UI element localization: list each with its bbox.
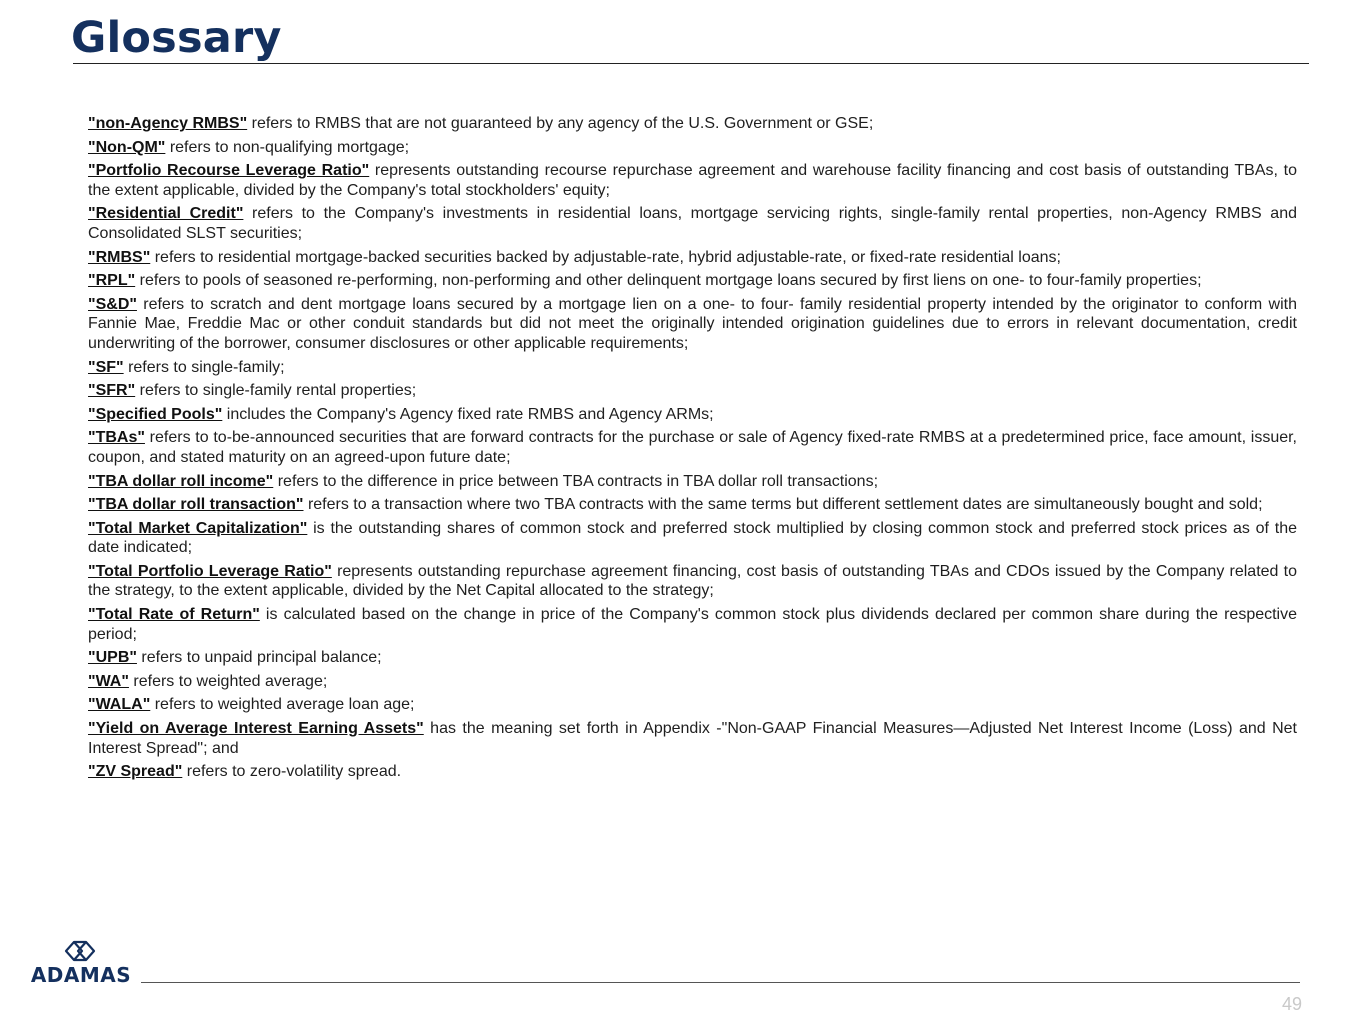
glossary-definition: refers to single-family; xyxy=(123,358,285,376)
glossary-definition: refers to zero-volatility spread. xyxy=(182,763,402,781)
glossary-term: "ZV Spread" xyxy=(88,763,183,781)
glossary-entry xyxy=(88,495,1297,515)
glossary-entry xyxy=(88,161,1297,200)
glossary-entry xyxy=(88,295,1297,354)
glossary-definition: refers to non-qualifying mortgage; xyxy=(165,138,410,156)
glossary-entry xyxy=(88,695,1297,715)
glossary-term: "TBA dollar roll income" xyxy=(88,472,274,490)
glossary-entry xyxy=(88,472,1297,492)
glossary-definition: refers to scratch and dent mortgage loans secured by a mortgage lien on a one- to four- family residential property intended by the originator to conform with Fannie Mae, Freddie Mac or other conduit standards but did not meet the originally intended origination guidelines due to errors in relevant documentation, credit underwriting of the borrower, consumer disclosures or other applicable requirements; xyxy=(88,295,1297,352)
glossary-term: "Portfolio Recourse Leverage Ratio" xyxy=(88,162,370,180)
glossary-term: "SFR" xyxy=(88,382,136,400)
glossary-entry xyxy=(88,114,1297,134)
glossary-term: "UPB" xyxy=(88,649,137,667)
glossary-term: "Total Portfolio Leverage Ratio" xyxy=(88,562,332,580)
glossary-entry xyxy=(88,381,1297,401)
title-divider xyxy=(73,63,1309,64)
company-logo xyxy=(27,938,135,990)
glossary-entry xyxy=(88,428,1297,467)
glossary-definition: refers to to-be-announced securities that are forward contracts for the purchase or sale of Agency fixed-rate RMBS at a predetermined price, face amount, issuer, coupon, and stated maturity on an agreed-upon future date; xyxy=(88,429,1297,466)
glossary-term: "Residential Credit" xyxy=(88,205,244,223)
footer-divider xyxy=(141,982,1300,983)
glossary-entry xyxy=(88,204,1297,243)
glossary-definition: has the meaning set forth in Appendix -"Non-GAAP Financial Measures—Adjusted Net Interest Income (Loss) and Net Interest Spread"; and xyxy=(88,720,1297,757)
glossary-entry xyxy=(88,648,1297,668)
glossary-term: "Total Rate of Return" xyxy=(88,606,260,624)
glossary-term: "Yield on Average Interest Earning Assets" xyxy=(88,720,424,738)
glossary-entry xyxy=(88,762,1297,782)
glossary-term: "Non-QM" xyxy=(88,138,166,156)
glossary-definition: refers to the Company's investments in residential loans, mortgage servicing rights, single-family rental properties, non-Agency RMBS and Consolidated SLST securities; xyxy=(88,205,1298,242)
glossary-entry xyxy=(88,271,1297,291)
glossary-entry xyxy=(88,358,1297,378)
glossary-term: "WALA" xyxy=(88,696,151,714)
glossary-entry xyxy=(88,605,1297,644)
glossary-definition: refers to RMBS that are not guaranteed by any agency of the U.S. Government or GSE; xyxy=(247,115,874,132)
glossary-definition: includes the Company's Agency fixed rate RMBS and Agency ARMs; xyxy=(222,405,714,423)
glossary-term: "TBA dollar roll transaction" xyxy=(88,496,304,514)
glossary-definition: refers to unpaid principal balance; xyxy=(136,649,382,667)
glossary-definition: is calculated based on the change in price of the Company's common stock plus dividends declared per common share during the respective period; xyxy=(88,606,1298,643)
glossary-definition: refers to a transaction where two TBA contracts with the same terms but different settlement dates are simultaneously bought and sold; xyxy=(303,496,1263,514)
glossary-entry xyxy=(88,405,1297,425)
glossary-term: "WA" xyxy=(88,672,129,690)
glossary-definition: is the outstanding shares of common stock and preferred stock multiplied by closing common stock and preferred stock prices as of the date indicated; xyxy=(88,519,1297,557)
glossary-term: "SF" xyxy=(88,358,124,376)
page-title: Glossary xyxy=(71,13,282,63)
glossary-term: "S&D" xyxy=(88,295,137,313)
page-number: 49 xyxy=(1281,994,1302,1014)
glossary-entry xyxy=(88,138,1297,158)
glossary-definition: refers to weighted average; xyxy=(128,672,328,690)
glossary-definition: represents outstanding recourse repurchase agreement and warehouse facility financing and cost basis of outstanding TBAs, to the extent applicable, divided by the Company's total stockholders' equity; xyxy=(88,162,1298,199)
glossary-term: "non-Agency RMBS" xyxy=(88,115,248,132)
glossary-entry xyxy=(88,719,1297,758)
glossary-definition: represents outstanding repurchase agreement financing, cost basis of outstanding TBAs and CDOs issued by the Company related to the strategy, to the extent applicable, divided by the Net Capital allocated to the strategy; xyxy=(88,562,1298,600)
glossary-entry xyxy=(88,248,1297,268)
glossary-definition: refers to weighted average loan age; xyxy=(150,696,415,714)
glossary-definition: refers to the difference in price between TBA contracts in TBA dollar roll transactions; xyxy=(273,472,879,490)
glossary-entry xyxy=(88,672,1297,692)
glossary-definition: refers to residential mortgage-backed securities backed by adjustable-rate, hybrid adjustable-rate, or fixed-rate residential loans; xyxy=(150,248,1061,266)
adamas-diamond-icon xyxy=(62,938,98,964)
glossary-term: "TBAs" xyxy=(88,429,145,447)
glossary-term: "Total Market Capitalization" xyxy=(88,519,308,537)
glossary-term: "RMBS" xyxy=(88,248,151,266)
glossary-entry xyxy=(88,562,1297,601)
glossary-entry xyxy=(88,519,1297,558)
glossary-list xyxy=(88,114,1297,786)
glossary-term: "Specified Pools" xyxy=(88,405,223,423)
glossary-definition: refers to single-family rental properties; xyxy=(135,382,417,400)
logo-wordmark: ADAMAS xyxy=(30,963,132,987)
glossary-definition: refers to pools of seasoned re-performing, non-performing and other delinquent mortgage loans secured by first liens on one- to four-family properties; xyxy=(135,272,1202,290)
glossary-term: "RPL" xyxy=(88,272,136,290)
